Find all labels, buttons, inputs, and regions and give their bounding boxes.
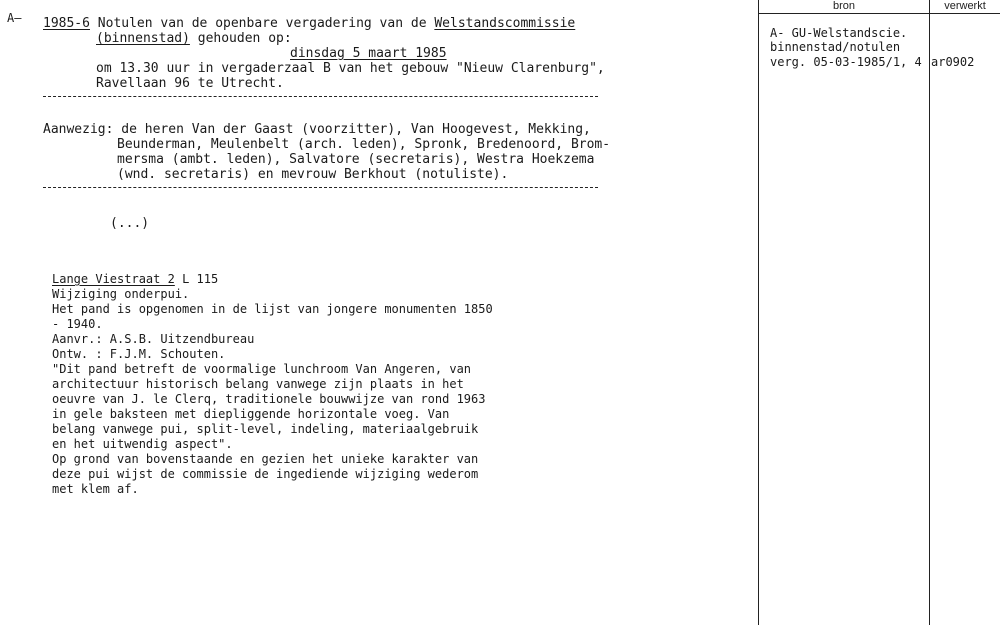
title-pre: Notulen van de openbare vergadering van de	[97, 16, 427, 31]
header-line-1	[43, 16, 575, 31]
item-line: Ontw. : F.J.M. Schouten.	[52, 347, 226, 361]
item-address: Lange Viestraat 2	[52, 272, 175, 286]
time-place-line-1: om 13.30 uur in vergaderzaal B van het gebouw "Nieuw Clarenburg",	[96, 61, 605, 76]
item-body	[52, 287, 493, 497]
item-line: Aanvr.: A.S.B. Uitzendbureau	[52, 332, 255, 346]
item-line: "Dit pand betreft de voormalige lunchroom Van Angeren, van	[52, 362, 472, 376]
bron-line-3: verg. 05-03-1985/1, 4	[770, 55, 922, 69]
item-line: en het uitwendig aspect".	[52, 437, 233, 451]
item-line: met klem af.	[52, 482, 139, 496]
header-line-2	[96, 31, 292, 46]
margin-mark: A–	[7, 11, 22, 25]
bron-line-2: binnenstad/notulen	[770, 40, 901, 54]
held-on-label: gehouden op:	[197, 31, 292, 46]
item-line: Op grond van bovenstaande en gezien het unieke karakter van	[52, 452, 479, 466]
item-line: Het pand is opgenomen in de lijst van jongere monumenten 1850	[52, 302, 493, 316]
item-line: in gele baksteen met diepliggende horizontale voeg. Van	[52, 407, 450, 421]
bron-line-1: A- GU-Welstandscie.	[770, 26, 908, 40]
verwerkt-header: verwerkt	[944, 0, 986, 12]
item-heading	[52, 272, 218, 287]
attendance-line-1	[43, 122, 591, 137]
commission-name: Welstandscommissie	[434, 16, 576, 31]
district-name: (binnenstad)	[96, 31, 190, 46]
attendance-line-2: Beunderman, Meulenbelt (arch. leden), Spronk, Bredenoord, Brom-	[117, 137, 611, 152]
attendance-text-1: de heren Van der Gaast (voorzitter), Van Hoogevest, Mekking,	[121, 122, 591, 137]
verwerkt-column-left-border	[929, 0, 930, 625]
bron-column-left-border	[758, 0, 759, 625]
minutes-code: 1985-6	[43, 16, 90, 31]
verwerkt-value: ar0902	[931, 55, 975, 69]
item-line: oeuvre van J. le Clerq, traditionele bouwwijze van rond 1963	[52, 392, 486, 406]
item-line: - 1940.	[52, 317, 103, 331]
attendance-line-3: mersma (ambt. leden), Salvatore (secretaris), Westra Hoekzema	[117, 152, 595, 167]
time-place-line-2: Ravellaan 96 te Utrecht.	[96, 76, 284, 91]
item-line: architectuur historisch belang vanwege zijn plaats in het	[52, 377, 464, 391]
column-header-underline	[758, 13, 1000, 14]
attendance-line-4: (wnd. secretaris) en mevrouw Berkhout (notuliste).	[117, 167, 509, 182]
item-line: belang vanwege pui, split-level, indeling, materiaalgebruik	[52, 422, 479, 436]
separator-1	[43, 96, 598, 97]
bron-header: bron	[832, 0, 856, 12]
attendance-label: Aanwezig:	[43, 122, 114, 137]
meeting-date: dinsdag 5 maart 1985	[290, 46, 447, 61]
item-line: deze pui wijst de commissie de ingediende wijziging wederom	[52, 467, 479, 481]
separator-2	[43, 187, 598, 188]
omission-ellipsis: (...)	[110, 216, 150, 231]
item-line: Wijziging onderpui.	[52, 287, 190, 301]
item-code: L 115	[182, 272, 219, 286]
